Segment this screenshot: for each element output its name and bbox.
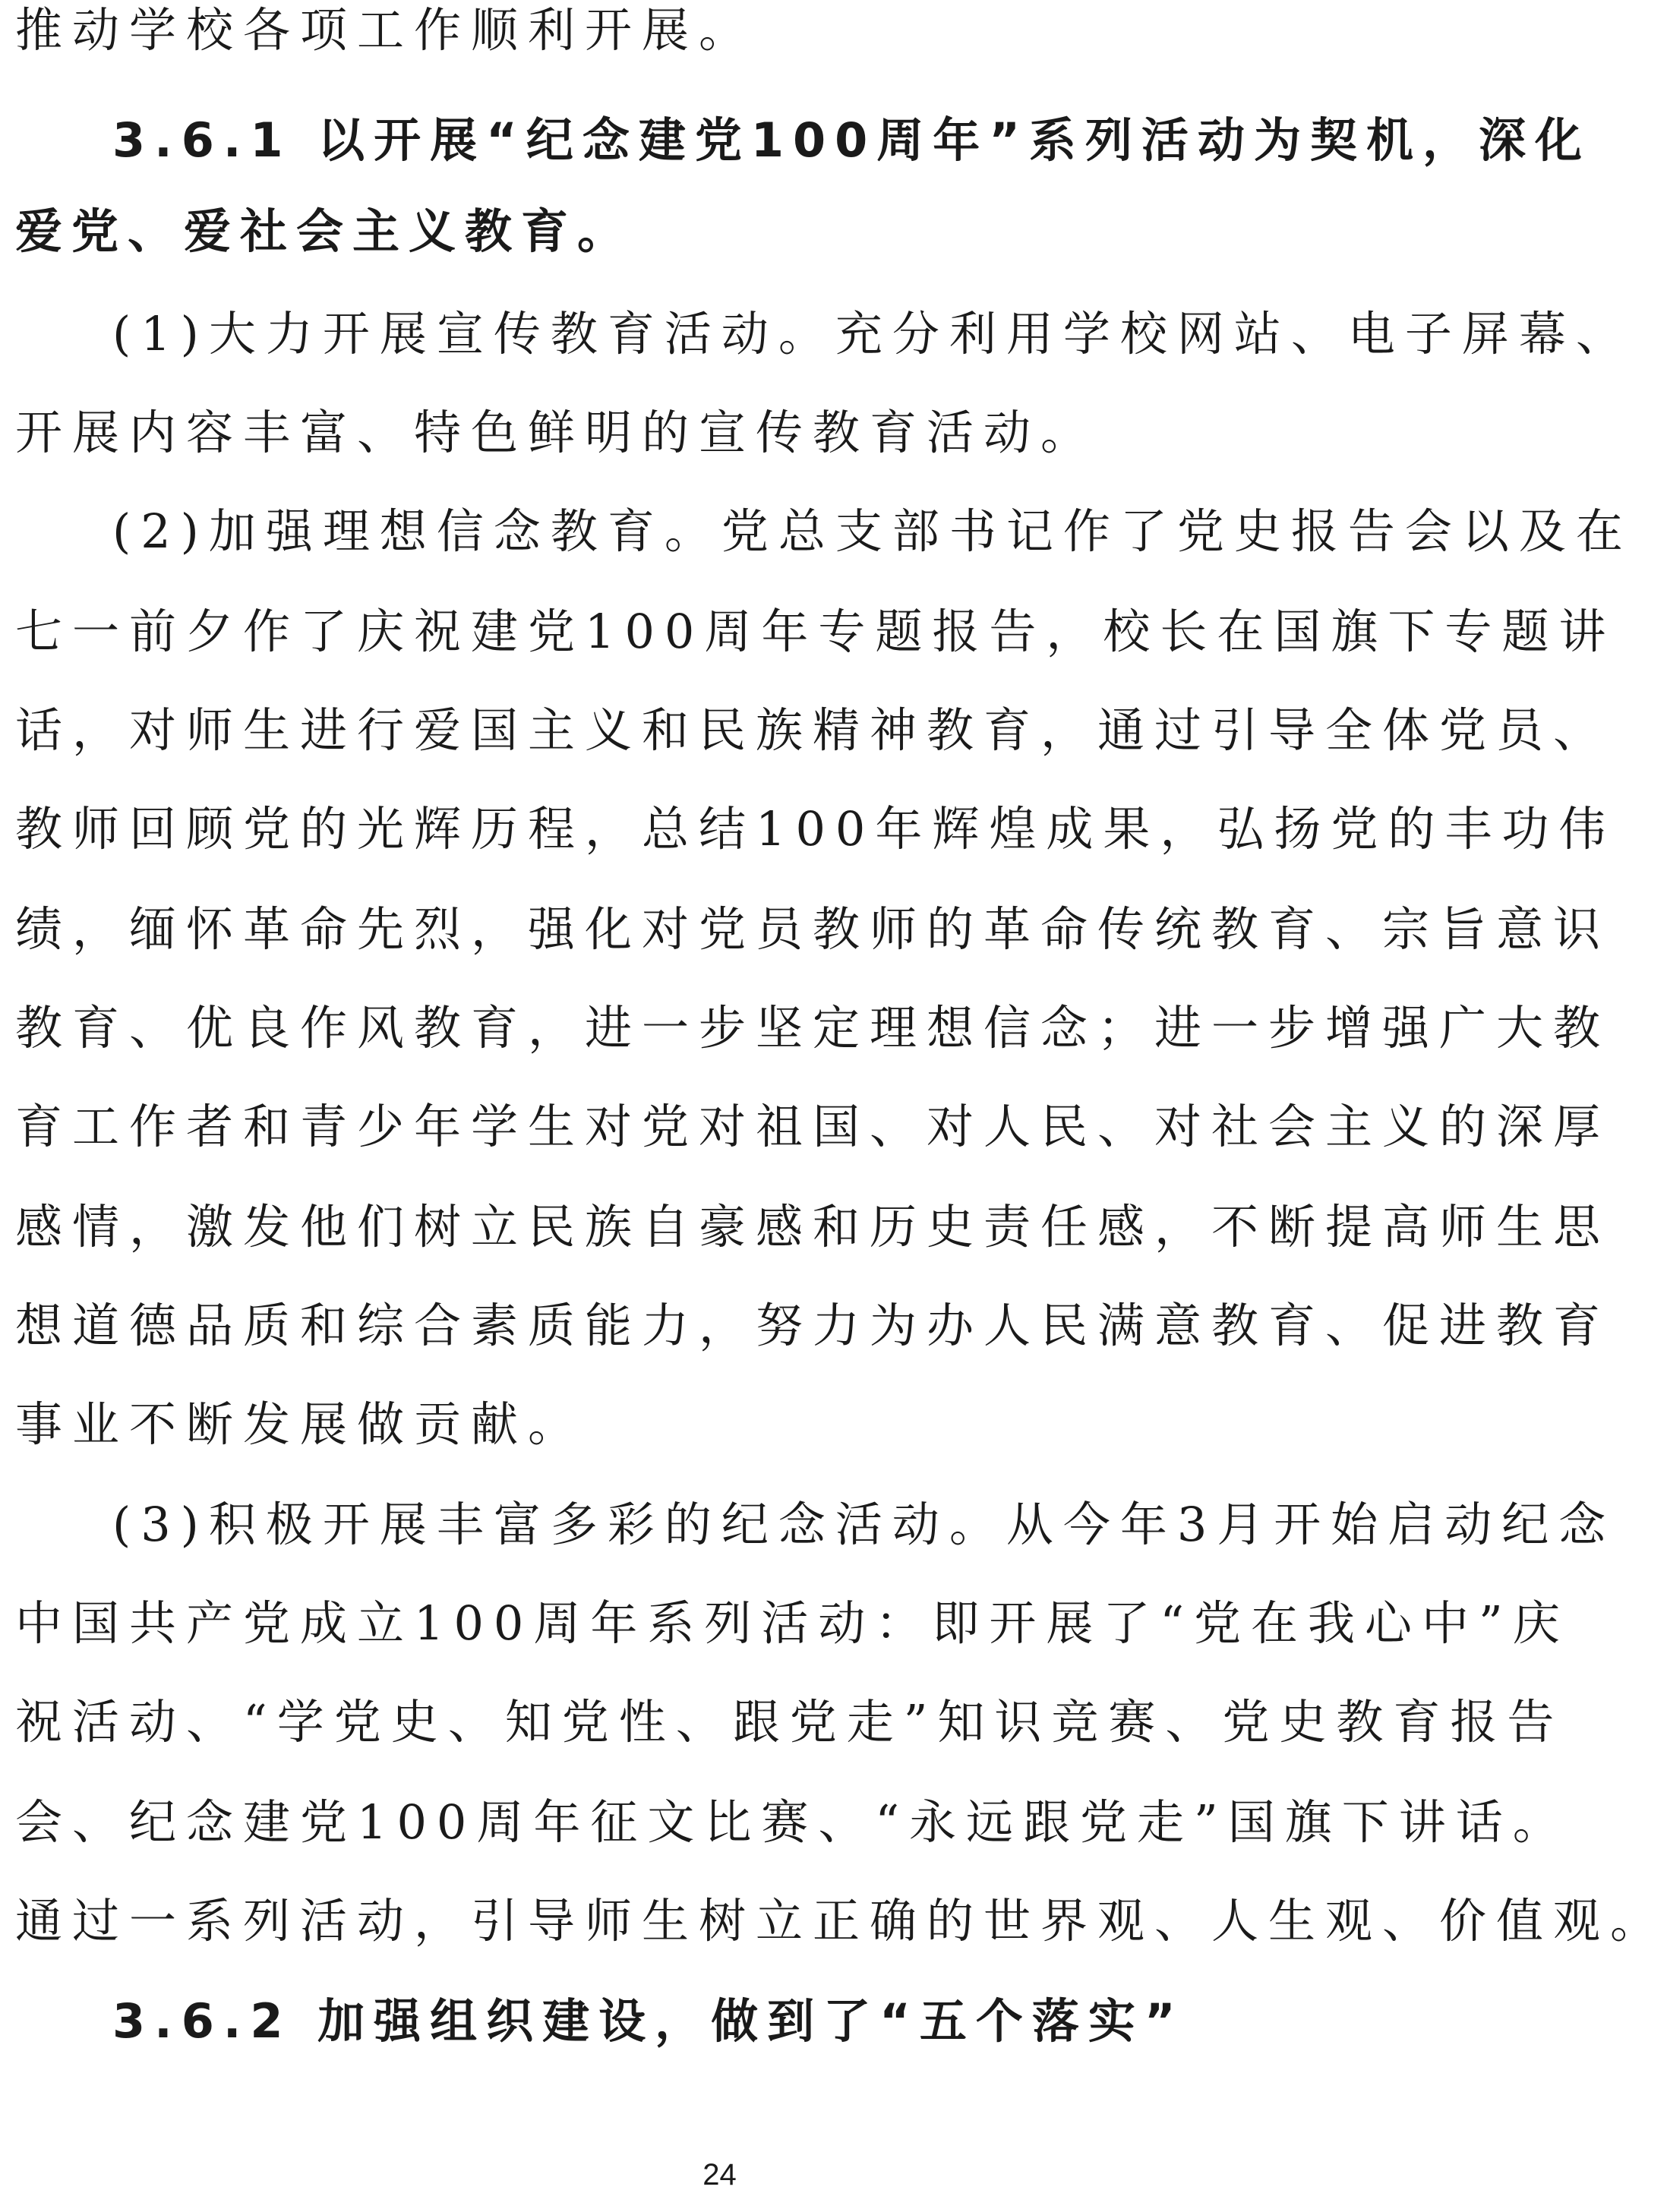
paragraph-2-line: 七一前夕作了庆祝建党100周年专题报告，校长在国旗下专题讲 xyxy=(15,604,1616,659)
page-number: 24 xyxy=(702,2158,737,2191)
text-line: 推动学校各项工作顺利开展。 xyxy=(15,2,756,58)
paragraph-2-line: 教育、优良作风教育，进一步坚定理想信念；进一步增强广大教 xyxy=(15,1000,1611,1056)
paragraph-1-line: (1)大力开展宣传教育活动。充分利用学校网站、电子屏幕、 xyxy=(112,306,1633,361)
section-heading-3-6-2: 3.6.2 加强组织建设，做到了“五个落实” xyxy=(112,1993,1185,2049)
paragraph-2-line: 感情，激发他们树立民族自豪感和历史责任感，不断提高师生思 xyxy=(15,1199,1611,1254)
paragraph-2-line: 想道德品质和综合素质能力，努力为办人民满意教育、促进教育 xyxy=(15,1298,1611,1353)
paragraph-1-line: 开展内容丰富、特色鲜明的宣传教育活动。 xyxy=(15,405,1098,460)
paragraph-2-line: 育工作者和青少年学生对党对祖国、对人民、对社会主义的深厚 xyxy=(15,1099,1611,1154)
paragraph-2-line: 话，对师生进行爱国主义和民族精神教育，通过引导全体党员、 xyxy=(15,702,1611,758)
section-heading-3-6-1: 3.6.1 以开展“纪念建党100周年”系列活动为契机，深化 xyxy=(112,112,1592,168)
paragraph-3-line: 会、纪念建党100周年征文比赛、“永远跟党走”国旗下讲话。 xyxy=(15,1794,1570,1850)
paragraph-2-line: (2)加强理想信念教育。党总支部书记作了党史报告会以及在 xyxy=(112,503,1633,559)
paragraph-2-line: 绩，缅怀革命先烈，强化对党员教师的革命传统教育、宗旨意识 xyxy=(15,901,1611,957)
paragraph-2-line: 事业不断发展做贡献。 xyxy=(15,1396,586,1452)
paragraph-3-line: 中国共产党成立100周年系列活动：即开展了“党在我心中”庆 xyxy=(15,1595,1570,1651)
paragraph-3-line: 祝活动、“学党史、知党性、跟党走”知识竞赛、党史教育报告 xyxy=(15,1694,1564,1750)
paragraph-2-line: 教师回顾党的光辉历程，总结100年辉煌成果，弘扬党的丰功伟 xyxy=(15,801,1616,857)
paragraph-3-line: 通过一系列活动，引导师生树立正确的世界观、人生观、价值观。 xyxy=(15,1893,1667,1949)
section-heading-3-6-1-continued: 爱党、爱社会主义教育。 xyxy=(15,204,634,259)
paragraph-3-line: (3)积极开展丰富多彩的纪念活动。从今年3月开始启动纪念 xyxy=(112,1497,1616,1552)
